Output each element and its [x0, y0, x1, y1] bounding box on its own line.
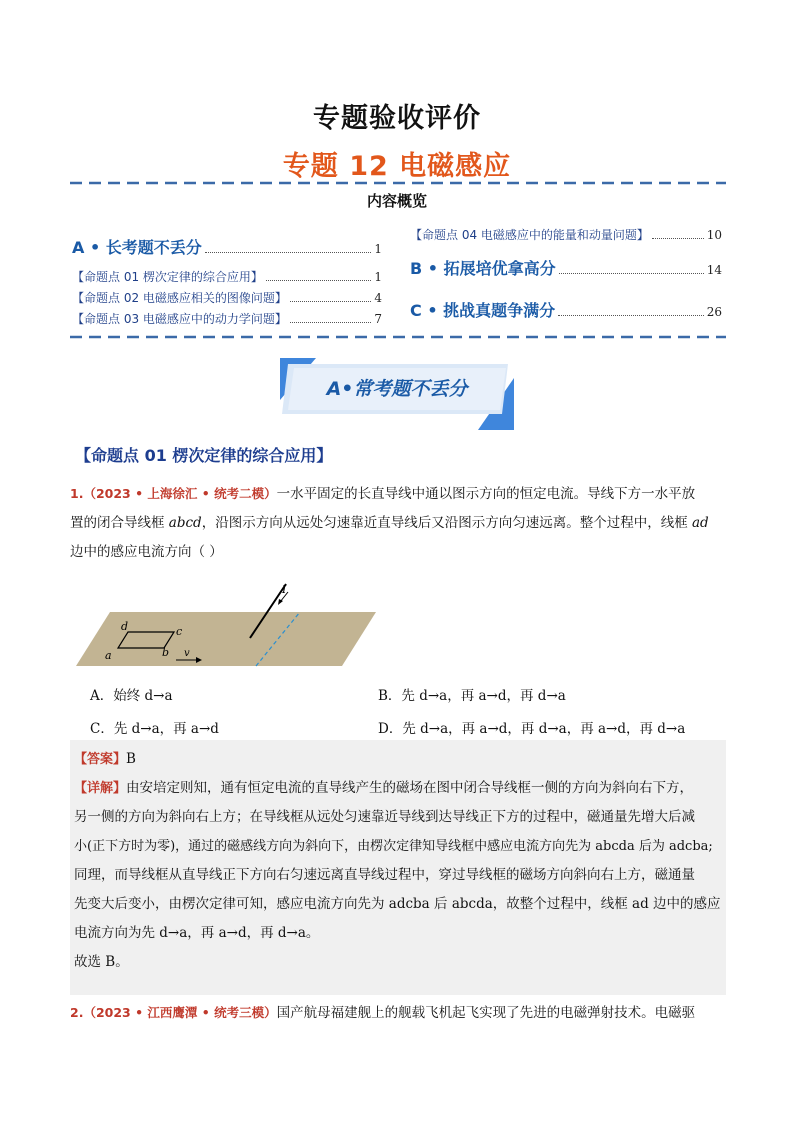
answer-value: B	[126, 751, 136, 767]
detail-line: 电流方向为先 d→a，再 a→d，再 d→a。	[74, 925, 320, 941]
label-d: d	[121, 620, 129, 633]
question-2-stem	[70, 998, 726, 1028]
question-line	[70, 998, 726, 1028]
variable: ad	[692, 515, 709, 531]
option-b[interactable]: B．先 d→a，再 a→d，再 d→a	[378, 688, 566, 704]
question-text: 国产航母福建舰上的舰载飞机起飞实现了先进的电磁弹射技术。电磁驱	[276, 1005, 696, 1021]
toc-item-c[interactable]	[410, 298, 722, 321]
detail-line: 先变大后变小，由楞次定律可知，感应电流方向先为 adcba 后 abcda，故整个过程中，线框 ad 边中的感应	[74, 896, 721, 912]
toc-label: 【命题点 04 电磁感应中的能量和动量问题】	[410, 228, 649, 242]
detail-text: 由安培定则知，通有恒定电流的直导线产生的磁场在图中闭合导线框一侧的方向为斜向右下方，	[126, 780, 694, 796]
toc-page: 7	[374, 312, 382, 326]
detail-line: 同理，而导线框从直导线正下方向右匀速远离直导线过程中，穿过导线框的磁场方向斜向右上方，磁通量	[74, 867, 695, 883]
answer-tag: 【答案】	[74, 752, 127, 767]
toc-label: C • 挑战真题争满分	[410, 301, 556, 320]
label-b: b	[162, 646, 170, 659]
label-velocity: v	[184, 648, 190, 659]
toc-leader	[558, 315, 704, 316]
detail-tag: 【详解】	[74, 781, 127, 796]
section-banner	[276, 356, 518, 432]
toc-leader	[290, 322, 371, 323]
toc-leader	[205, 252, 372, 253]
toc-item-a[interactable]	[72, 235, 382, 258]
label-a: a	[105, 649, 112, 662]
detail-line: 另一侧的方向为斜向右上方；在导线框从远处匀速靠近导线到达导线正下方的过程中，磁通量先增大后减	[74, 809, 695, 825]
toc-leader	[290, 301, 371, 302]
answer-line	[74, 745, 724, 774]
toc-leader	[266, 280, 371, 281]
question-text: 一水平固定的长直导线中通以图示方向的恒定电流。导线下方一水平放	[276, 486, 696, 502]
label-c: c	[176, 625, 183, 638]
question-line: 边中的感应电流方向（ ）	[70, 544, 223, 560]
detail-line: 小(正下方时为零)，通过的磁感线方向为斜向下，由楞次定律知导线框中感应电流方向先为 abcda 后为 adcba;	[74, 839, 713, 854]
toc-item-01[interactable]	[72, 268, 382, 285]
toc-label: 【命题点 02 电磁感应相关的图像问题】	[72, 291, 287, 305]
question-source: 2.（2023 • 江西鹰潭 • 统考三模）	[70, 1005, 277, 1020]
dashed-divider-top	[70, 180, 726, 186]
variable: abcd	[168, 515, 202, 531]
question-text: 置的闭合导线框	[70, 515, 169, 531]
page-title: 专题验收评价	[313, 103, 481, 134]
question-line	[70, 479, 726, 509]
toc-label: B • 拓展培优拿高分	[410, 259, 556, 278]
option-d[interactable]: D．先 d→a，再 a→d，再 d→a，再 a→d，再 d→a	[378, 721, 686, 737]
toc-item-04[interactable]	[410, 226, 722, 243]
toc-label: 【命题点 03 电磁感应中的动力学问题】	[72, 312, 287, 326]
toc-label: 【命题点 01 楞次定律的综合应用】	[72, 270, 263, 284]
section-heading: 【命题点 01 楞次定律的综合应用】	[75, 446, 333, 465]
question-1-stem	[70, 479, 726, 567]
toc-page: 14	[706, 263, 722, 277]
detail-line	[74, 774, 724, 803]
banner-label: A•常考题不丢分	[326, 378, 468, 400]
toc-leader	[652, 238, 704, 239]
toc-page: 4	[374, 291, 382, 305]
topic-title: 专题 12 电磁感应	[282, 151, 512, 182]
toc-page: 10	[706, 228, 722, 242]
toc-item-03[interactable]	[72, 310, 382, 327]
option-a[interactable]: A．始终 d→a	[90, 688, 173, 704]
label-current: I	[282, 583, 287, 596]
toc-item-b[interactable]	[410, 256, 722, 279]
physics-figure	[72, 580, 378, 668]
question-source: 1.（2023 • 上海徐汇 • 统考二模）	[70, 486, 277, 501]
toc-page: 26	[706, 305, 722, 319]
toc-item-02[interactable]	[72, 289, 382, 306]
toc-page: 1	[374, 270, 382, 284]
toc-leader	[559, 273, 704, 274]
conclusion-line: 故选 B。	[74, 954, 129, 970]
dashed-divider-bottom	[70, 334, 726, 340]
option-c[interactable]: C．先 d→a，再 a→d	[90, 721, 219, 737]
answer-section	[74, 745, 724, 977]
question-line	[70, 509, 726, 538]
toc-page: 1	[374, 242, 382, 256]
toc-label: A • 长考题不丢分	[72, 238, 202, 257]
overview-title: 内容概览	[366, 192, 427, 210]
question-text: ，沿图示方向从远处匀速靠近直导线后又沿图示方向匀速远离。整个过程中，线框	[201, 515, 692, 531]
